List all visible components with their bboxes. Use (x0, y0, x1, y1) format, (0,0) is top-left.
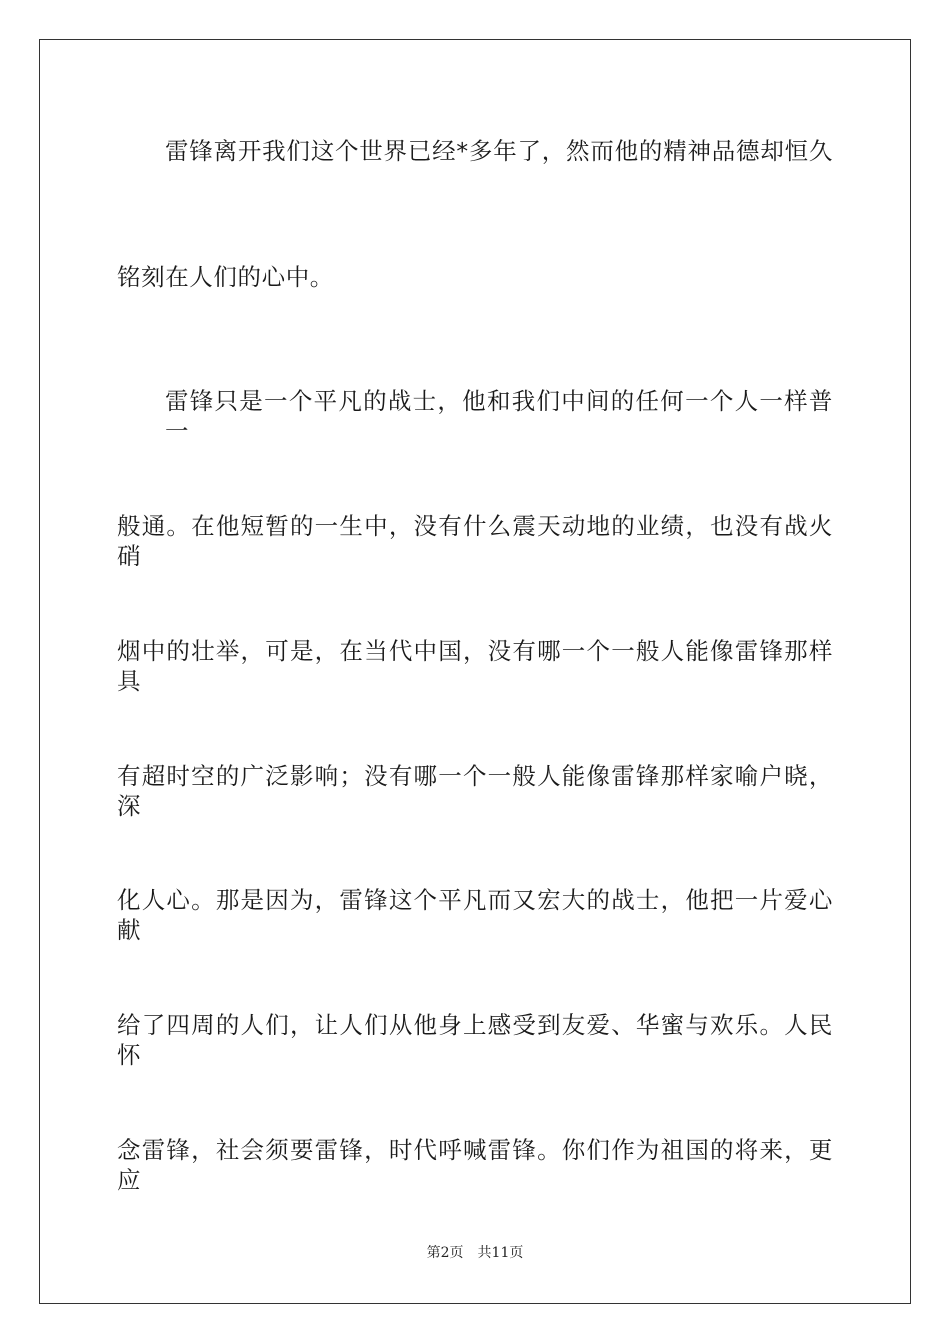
page-footer (0, 1244, 950, 1262)
paragraph-2-line-6: 给了四周的人们，让人们从他身上感受到友爱、华蜜与欢乐。人民怀 (117, 1011, 833, 1069)
paragraph-2-line-2: 般通。在他短暂的一生中，没有什么震天动地的业绩，也没有战火硝 (117, 512, 833, 570)
page-number: 第2页 (426, 1245, 464, 1261)
page-total: 共11页 (477, 1245, 524, 1261)
paragraph-2-line-5: 化人心。那是因为，雷锋这个平凡而又宏大的战士，他把一片爱心献 (117, 886, 833, 944)
paragraph-2-line-3: 烟中的壮举，可是，在当代中国，没有哪一个一般人能像雷锋那样具 (117, 637, 833, 695)
paragraph-1-line-1: 雷锋离开我们这个世界已经*多年了，然而他的精神品德却恒久 (165, 137, 833, 165)
paragraph-2-line-7: 念雷锋，社会须要雷锋，时代呼喊雷锋。你们作为祖国的将来，更应 (117, 1136, 833, 1194)
paragraph-2-line-1: 雷锋只是一个平凡的战士，他和我们中间的任何一个人一样普一 (165, 387, 833, 445)
paragraph-2-line-4: 有超时空的广泛影响；没有哪一个一般人能像雷锋那样家喻户晓，深 (117, 762, 833, 820)
paragraph-1-line-2: 铭刻在人们的心中。 (117, 263, 334, 291)
